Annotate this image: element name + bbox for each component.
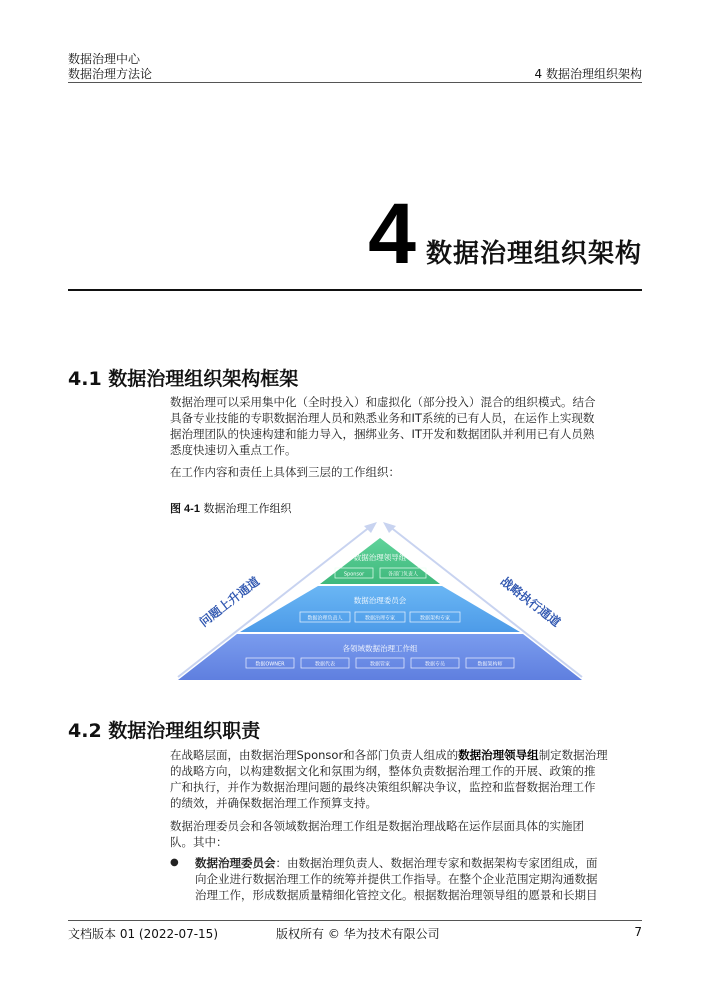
chapter-number: 4 bbox=[368, 186, 416, 282]
chapter-title: 数据治理组织架构 bbox=[425, 239, 642, 269]
tier-box-label: 数据治理负责人 bbox=[307, 615, 343, 622]
tier-box-label: 各部门负责人 bbox=[387, 571, 419, 578]
header-doc-title: 数据治理方法论 bbox=[68, 67, 153, 81]
doc-version: 文档版本 01 (2022-07-15) bbox=[68, 927, 219, 941]
header-product: 数据治理中心 bbox=[68, 52, 141, 66]
tier-bottom-shape bbox=[178, 634, 582, 680]
footer-divider bbox=[68, 920, 642, 921]
right-arrow-label: 战略执行通道 bbox=[497, 574, 564, 630]
page-footer bbox=[68, 925, 642, 942]
section-heading-4-1: 4.1 数据治理组织架构框架 bbox=[68, 368, 299, 390]
tier-box-label: 数据架构师 bbox=[477, 661, 503, 668]
tier-top-title: 数据治理领导组 bbox=[353, 553, 407, 562]
header-divider bbox=[68, 82, 642, 83]
bullet-bold-term: 数据治理委员会 bbox=[195, 856, 276, 870]
tier-box-label: 数据专员 bbox=[424, 661, 446, 668]
left-arrow-label: 问题上升通道 bbox=[196, 574, 263, 630]
left-arrow-head bbox=[364, 522, 377, 533]
tier-box-label: Sponsor bbox=[343, 571, 365, 578]
figure-caption bbox=[170, 500, 291, 516]
tier-middle-title: 数据治理委员会 bbox=[353, 596, 407, 605]
section-4-1-paragraph-1: 数据治理可以采用集中化（全时投入）和虚拟化（部分投入）混合的组织模式。结合 具备专业技能的专职数据治理人员和熟悉业务和IT系统的已有人员，在运作上实现数 据治理团队的快速构建和能力导入，捆绑业务、IT开发和数据团队并利用已有人员熟 悉度快速切入重点工作。 bbox=[170, 395, 596, 457]
page-number: 7 bbox=[634, 925, 642, 939]
header-section: 4 数据治理组织架构 bbox=[534, 67, 642, 81]
section-4-1-paragraph-2: 在工作内容和责任上具体到三层的工作组织： bbox=[170, 465, 400, 479]
tier-box-label: 数据OWNER bbox=[255, 661, 285, 668]
governance-pyramid-diagram bbox=[170, 520, 590, 685]
tier-bottom-title: 各领域数据治理工作组 bbox=[342, 644, 418, 653]
bold-leadership-group: 数据治理领导组 bbox=[458, 748, 539, 762]
bullet-dot-icon: ● bbox=[170, 857, 179, 868]
tier-box-label: 数据代表 bbox=[314, 661, 336, 668]
figure-title: 数据治理工作组织 bbox=[199, 502, 292, 515]
copyright: 版权所有 © 华为技术有限公司 bbox=[276, 927, 440, 941]
tier-box-label: 数据架构专家 bbox=[419, 615, 451, 622]
chapter-heading bbox=[368, 186, 642, 282]
section-4-2-paragraph-1: 在战略层面，由数据治理Sponsor和各部门负责人组成的数据治理领导组制定数据治理 的战略方向，以构建数据文化和氛围为纲，整体负责数据治理工作的开展、政策的推 广和执行，并作为数据治理问题的最终决策组织解决争议，监控和监督数据治理工作 的绩效，并确保数据治理工作预算支持。 bbox=[170, 748, 608, 810]
page-header bbox=[68, 52, 642, 82]
chapter-divider bbox=[68, 289, 642, 291]
section-4-2-paragraph-2: 数据治理委员会和各领域数据治理工作组是数据治理战略在运作层面具体的实施团 队。其中： bbox=[170, 819, 584, 849]
tier-box-label: 数据管家 bbox=[369, 661, 391, 668]
tier-box-label: 数据治理专家 bbox=[364, 615, 396, 622]
section-heading-4-2: 4.2 数据治理组织职责 bbox=[68, 720, 261, 742]
tier-middle-shape bbox=[240, 586, 520, 632]
right-arrow-head bbox=[383, 522, 396, 533]
bullet-list-item: ● 数据治理委员会：由数据治理负责人、数据治理专家和数据架构专家团组成，面 向企业进行数据治理工作的统筹并提供工作指导。在整个企业范围定期沟通数据 治理工作，形成数据质量精细化管控文化。根据数据治理领导组的愿景和长期目 bbox=[170, 856, 598, 902]
figure-label: 图 4-1 bbox=[170, 503, 200, 515]
